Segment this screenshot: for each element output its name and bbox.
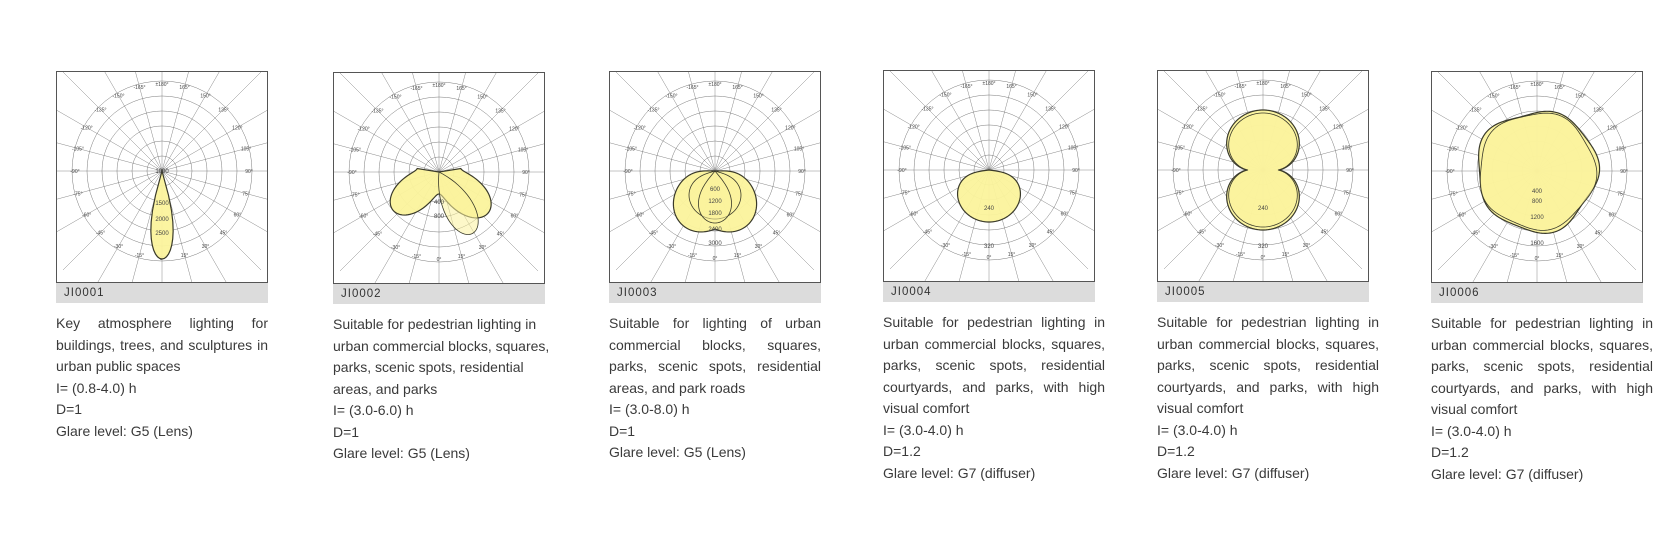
grid-spoke (439, 73, 509, 172)
angle-label: -60° (1183, 211, 1193, 218)
glare-level: Glare level: G7 (diffuser) (1157, 464, 1310, 481)
angle-label: 15° (1555, 252, 1564, 259)
angle-label: 45° (1046, 229, 1055, 236)
distance-ratio: D=1 (56, 401, 83, 417)
angle-label: 15° (733, 252, 742, 259)
angle-label: 75° (1343, 190, 1351, 197)
grid-spoke (369, 73, 439, 172)
product-description-block (1431, 313, 1653, 485)
distance-ratio: D=1.2 (1157, 443, 1195, 459)
intensity-label: 2400 (708, 227, 722, 233)
grid-spoke (919, 71, 989, 170)
intensity-label: 320 (1257, 244, 1269, 250)
angle-label: -105° (898, 145, 911, 152)
angle-label: -120° (1455, 125, 1468, 132)
product-description-block (609, 313, 821, 464)
intensity-label: 1500 (155, 201, 169, 207)
polar-chart-svg (334, 73, 544, 283)
product-description: Suitable for pedestrian lighting in urban commercial blocks, squares, parks, scenic spots, residential courtyards, and parks, with high visual comfort (883, 314, 1105, 416)
angle-label: 120° (1607, 125, 1618, 132)
grid-spoke (715, 72, 814, 171)
angle-label: ±180° (708, 81, 722, 88)
angle-label: -105° (348, 147, 361, 154)
angle-label: -60° (82, 212, 92, 219)
angle-label: -75° (900, 190, 910, 197)
angle-label: 165° (732, 84, 743, 91)
angle-label: 135° (218, 107, 229, 114)
angle-label: -105° (624, 146, 637, 153)
install-height: I= (3.0-4.0) h (1431, 422, 1512, 439)
intensity-label: 600 (709, 187, 721, 193)
angle-label: -45° (1470, 230, 1481, 237)
angle-label: -150° (1213, 92, 1226, 99)
product-description-block (1157, 312, 1379, 484)
angle-label: 150° (200, 93, 211, 100)
angle-label: -75° (73, 191, 83, 198)
angle-label: 105° (517, 147, 529, 154)
angle-label: 15° (180, 252, 189, 259)
angle-label: 120° (509, 126, 520, 133)
product-code: JI0004 (883, 282, 1095, 302)
angle-label: ±180° (155, 81, 169, 88)
angle-label: -150° (665, 93, 678, 100)
angle-label: -135° (94, 107, 107, 114)
product-card (56, 71, 288, 442)
product-card (1157, 70, 1389, 484)
angle-label: 30° (201, 244, 210, 251)
angle-label: 105° (240, 146, 252, 153)
product-description: Suitable for pedestrian lighting in urban commercial blocks, squares, parks, scenic spots, residential areas, and parks (333, 316, 550, 397)
product-description: Suitable for pedestrian lighting in urban commercial blocks, squares, parks, scenic spots, residential courtyards, and parks, with high visual comfort (1431, 315, 1653, 417)
intensity-label: 1600 (1530, 241, 1544, 247)
angle-label: -165° (686, 84, 699, 91)
intensity-label: 1800 (708, 211, 722, 217)
angle-label: -105° (71, 146, 84, 153)
product-code: JI0003 (609, 283, 821, 303)
angle-label: -60° (359, 213, 369, 220)
angle-label: -60° (635, 212, 645, 219)
product-description-block (883, 312, 1105, 484)
polar-chart-svg (884, 71, 1094, 281)
intensity-label: 800 (433, 214, 445, 220)
angle-label: -75° (350, 192, 360, 199)
angle-label: -75° (1448, 191, 1458, 198)
angle-label: 150° (477, 94, 488, 101)
angle-label: -165° (960, 83, 973, 90)
angle-label: -45° (372, 231, 383, 238)
intensity-label: 1200 (1530, 215, 1544, 221)
intensity-label: 3000 (708, 241, 722, 247)
product-code: JI0006 (1431, 283, 1643, 303)
polar-diagram (56, 71, 268, 283)
install-height: I= (0.8-4.0) h (56, 379, 137, 396)
install-height: I= (3.0-4.0) h (883, 421, 964, 438)
angle-label: 165° (456, 85, 467, 92)
angle-label: -45° (922, 229, 933, 236)
angle-label: -15° (687, 252, 698, 259)
intensity-label: 800 (1531, 199, 1543, 205)
angle-label: -150° (939, 92, 952, 99)
product-card (883, 70, 1115, 484)
angle-label: -15° (961, 251, 972, 258)
angle-label: ±180° (982, 80, 996, 87)
distance-ratio: D=1 (333, 423, 360, 440)
angle-label: 45° (772, 230, 781, 237)
angle-label: 0° (712, 255, 718, 262)
install-height: I= (3.0-6.0) h (333, 402, 414, 418)
intensity-label: 240 (1257, 206, 1269, 212)
grid-spoke (616, 72, 715, 171)
polar-diagram (609, 71, 821, 283)
angle-label: -30° (666, 244, 677, 251)
grid-spoke (610, 135, 715, 171)
polar-diagram (883, 70, 1095, 282)
angle-label: -120° (907, 124, 920, 131)
grid-spoke (334, 136, 439, 172)
glare-level: Glare level: G7 (diffuser) (883, 464, 1036, 481)
angle-label: 150° (753, 93, 764, 100)
angle-label: 30° (1576, 244, 1585, 251)
angle-label: -30° (940, 243, 951, 250)
angle-label: 30° (1302, 243, 1311, 250)
angle-label: 135° (1593, 107, 1604, 114)
angle-label: 90° (1620, 168, 1628, 175)
angle-label: 30° (1028, 243, 1037, 250)
angle-label: -45° (95, 230, 106, 237)
angle-label: 150° (1575, 93, 1586, 100)
intensity-label: 240 (983, 206, 995, 212)
angle-label: -135° (647, 107, 660, 114)
angle-label: 60° (510, 213, 519, 220)
angle-label: -150° (1487, 93, 1500, 100)
polar-chart-svg (1432, 72, 1642, 282)
angle-label: -15° (134, 252, 145, 259)
distance-ratio: D=1 (609, 422, 636, 439)
grid-spoke (92, 72, 162, 171)
angle-label: -105° (1172, 145, 1185, 152)
angle-label: -165° (133, 84, 146, 91)
angle-label: -45° (1196, 229, 1207, 236)
product-card (333, 72, 565, 465)
angle-label: 165° (1006, 83, 1017, 90)
angle-label: 15° (1281, 251, 1290, 258)
angle-label: 0° (986, 254, 992, 261)
angle-label: -165° (410, 85, 423, 92)
angle-label: 0° (1260, 254, 1266, 261)
angle-label: -135° (921, 106, 934, 113)
angle-label: 135° (1319, 106, 1330, 113)
angle-label: -30° (113, 244, 124, 251)
grid-spoke (162, 72, 232, 171)
grid-spoke (989, 71, 1088, 170)
angle-label: -75° (1174, 190, 1184, 197)
angle-label: -15° (411, 253, 422, 260)
intensity-label: 2000 (155, 217, 169, 223)
angle-label: 60° (233, 212, 242, 219)
angle-label: 120° (785, 125, 796, 132)
angle-label: -165° (1234, 83, 1247, 90)
light-distribution-curve (958, 170, 1021, 222)
polar-diagram (1431, 71, 1643, 283)
angle-label: 45° (1594, 230, 1603, 237)
angle-label: 45° (496, 231, 505, 238)
angle-label: -15° (1509, 252, 1520, 259)
angle-label: -105° (1446, 146, 1459, 153)
intensity-label: 400 (1531, 189, 1543, 195)
glare-level: Glare level: G5 (Lens) (333, 445, 470, 461)
angle-label: 15° (1007, 251, 1016, 258)
angle-label: 75° (1617, 191, 1625, 198)
product-code: JI0005 (1157, 282, 1369, 302)
grid-spoke (439, 136, 544, 172)
angle-label: 165° (1280, 83, 1291, 90)
angle-label: 90° (1346, 167, 1354, 174)
angle-label: ±180° (1530, 81, 1544, 88)
intensity-label: 1000 (155, 169, 169, 175)
grid-spoke (715, 135, 820, 171)
angle-label: 135° (495, 108, 506, 115)
grid-spoke (645, 72, 715, 171)
angle-label: 60° (1608, 212, 1617, 219)
polar-diagram (333, 72, 545, 284)
angle-label: 120° (232, 125, 243, 132)
angle-label: ±180° (1256, 80, 1270, 87)
grid-spoke (989, 134, 1094, 170)
product-description: Suitable for lighting of urban commercial blocks, squares, parks, scenic spots, residential areas, and park roads (609, 315, 821, 396)
angle-label: -90° (623, 168, 633, 175)
angle-label: -90° (1445, 168, 1455, 175)
angle-label: 75° (795, 191, 803, 198)
angle-label: 30° (478, 245, 487, 252)
angle-label: 90° (522, 169, 530, 176)
angle-label: 150° (1301, 92, 1312, 99)
angle-label: 135° (771, 107, 782, 114)
angle-label: 15° (457, 253, 466, 260)
angle-label: 45° (1320, 229, 1329, 236)
angle-label: 150° (1027, 92, 1038, 99)
grid-spoke (162, 135, 267, 171)
angle-label: 0° (1534, 255, 1540, 262)
angle-label: 90° (798, 168, 806, 175)
intensity-label: 320 (983, 244, 995, 250)
angle-label: -75° (626, 191, 636, 198)
angle-label: -150° (389, 94, 402, 101)
angle-label: 120° (1059, 124, 1070, 131)
angle-label: 45° (219, 230, 228, 237)
angle-label: -30° (1214, 243, 1225, 250)
grid-spoke (715, 72, 785, 171)
angle-label: 105° (1067, 145, 1079, 152)
angle-label: -120° (80, 125, 93, 132)
intensity-label: 1200 (708, 199, 722, 205)
intensity-label: 400 (433, 200, 445, 206)
angle-label: -90° (347, 169, 357, 176)
product-description-block (333, 314, 553, 465)
grid-spoke (989, 71, 1059, 170)
install-height: I= (3.0-4.0) h (1157, 421, 1238, 438)
angle-label: -150° (112, 93, 125, 100)
angle-label: -60° (909, 211, 919, 218)
grid-spoke (890, 71, 989, 170)
grid-spoke (162, 72, 261, 171)
angle-label: 60° (1060, 211, 1069, 218)
angle-label: -90° (70, 168, 80, 175)
angle-label: 165° (1554, 84, 1565, 91)
angle-label: 165° (179, 84, 190, 91)
angle-label: -30° (390, 245, 401, 252)
angle-label: ±180° (432, 82, 446, 89)
angle-label: 105° (793, 146, 805, 153)
polar-diagram (1157, 70, 1369, 282)
distance-ratio: D=1.2 (1431, 444, 1469, 460)
angle-label: -30° (1488, 244, 1499, 251)
angle-label: -165° (1508, 84, 1521, 91)
product-code: JI0002 (333, 284, 545, 304)
angle-label: 105° (1341, 145, 1353, 152)
product-description: Suitable for pedestrian lighting in urban commercial blocks, squares, parks, scenic spots, residential courtyards, and parks, with high visual comfort (1157, 314, 1379, 416)
glare-level: Glare level: G5 (Lens) (56, 422, 193, 439)
angle-label: 30° (754, 244, 763, 251)
angle-label: -45° (648, 230, 659, 237)
distance-ratio: D=1.2 (883, 443, 921, 459)
grid-spoke (884, 134, 989, 170)
grid-spoke (340, 73, 439, 172)
angle-label: -135° (371, 108, 384, 115)
polar-chart-svg (610, 72, 820, 282)
angle-label: -120° (357, 126, 370, 133)
angle-label: -90° (1171, 167, 1181, 174)
polar-chart-svg (1158, 71, 1368, 281)
angle-label: 135° (1045, 106, 1056, 113)
angle-label: -60° (1457, 212, 1467, 219)
angle-label: 75° (1069, 190, 1077, 197)
angle-label: -15° (1235, 251, 1246, 258)
angle-label: -120° (633, 125, 646, 132)
angle-label: -90° (897, 167, 907, 174)
angle-label: -135° (1469, 107, 1482, 114)
grid-spoke (63, 72, 162, 171)
angle-label: 60° (786, 212, 795, 219)
glare-level: Glare level: G5 (Lens) (609, 444, 746, 460)
product-description: Key atmosphere lighting for buildings, trees, and sculptures in urban public spaces (56, 315, 268, 374)
product-description-block (56, 313, 268, 442)
angle-label: 0° (436, 256, 442, 263)
product-code: JI0001 (56, 283, 268, 303)
grid-spoke (439, 73, 538, 172)
angle-label: 60° (1334, 211, 1343, 218)
grid-spoke (57, 135, 162, 171)
angle-label: -135° (1195, 106, 1208, 113)
glare-level: Glare level: G7 (diffuser) (1431, 465, 1584, 482)
angle-label: 120° (1333, 124, 1344, 131)
install-height: I= (3.0-8.0) h (609, 401, 690, 417)
angle-label: 105° (1615, 146, 1627, 153)
angle-label: 90° (245, 168, 253, 175)
angle-label: 75° (519, 192, 527, 199)
product-card (1431, 71, 1663, 485)
polar-chart-svg (57, 72, 267, 282)
angle-label: 75° (242, 191, 250, 198)
intensity-label: 2500 (155, 231, 169, 237)
product-card (609, 71, 841, 464)
angle-label: -120° (1181, 124, 1194, 131)
angle-label: 90° (1072, 167, 1080, 174)
